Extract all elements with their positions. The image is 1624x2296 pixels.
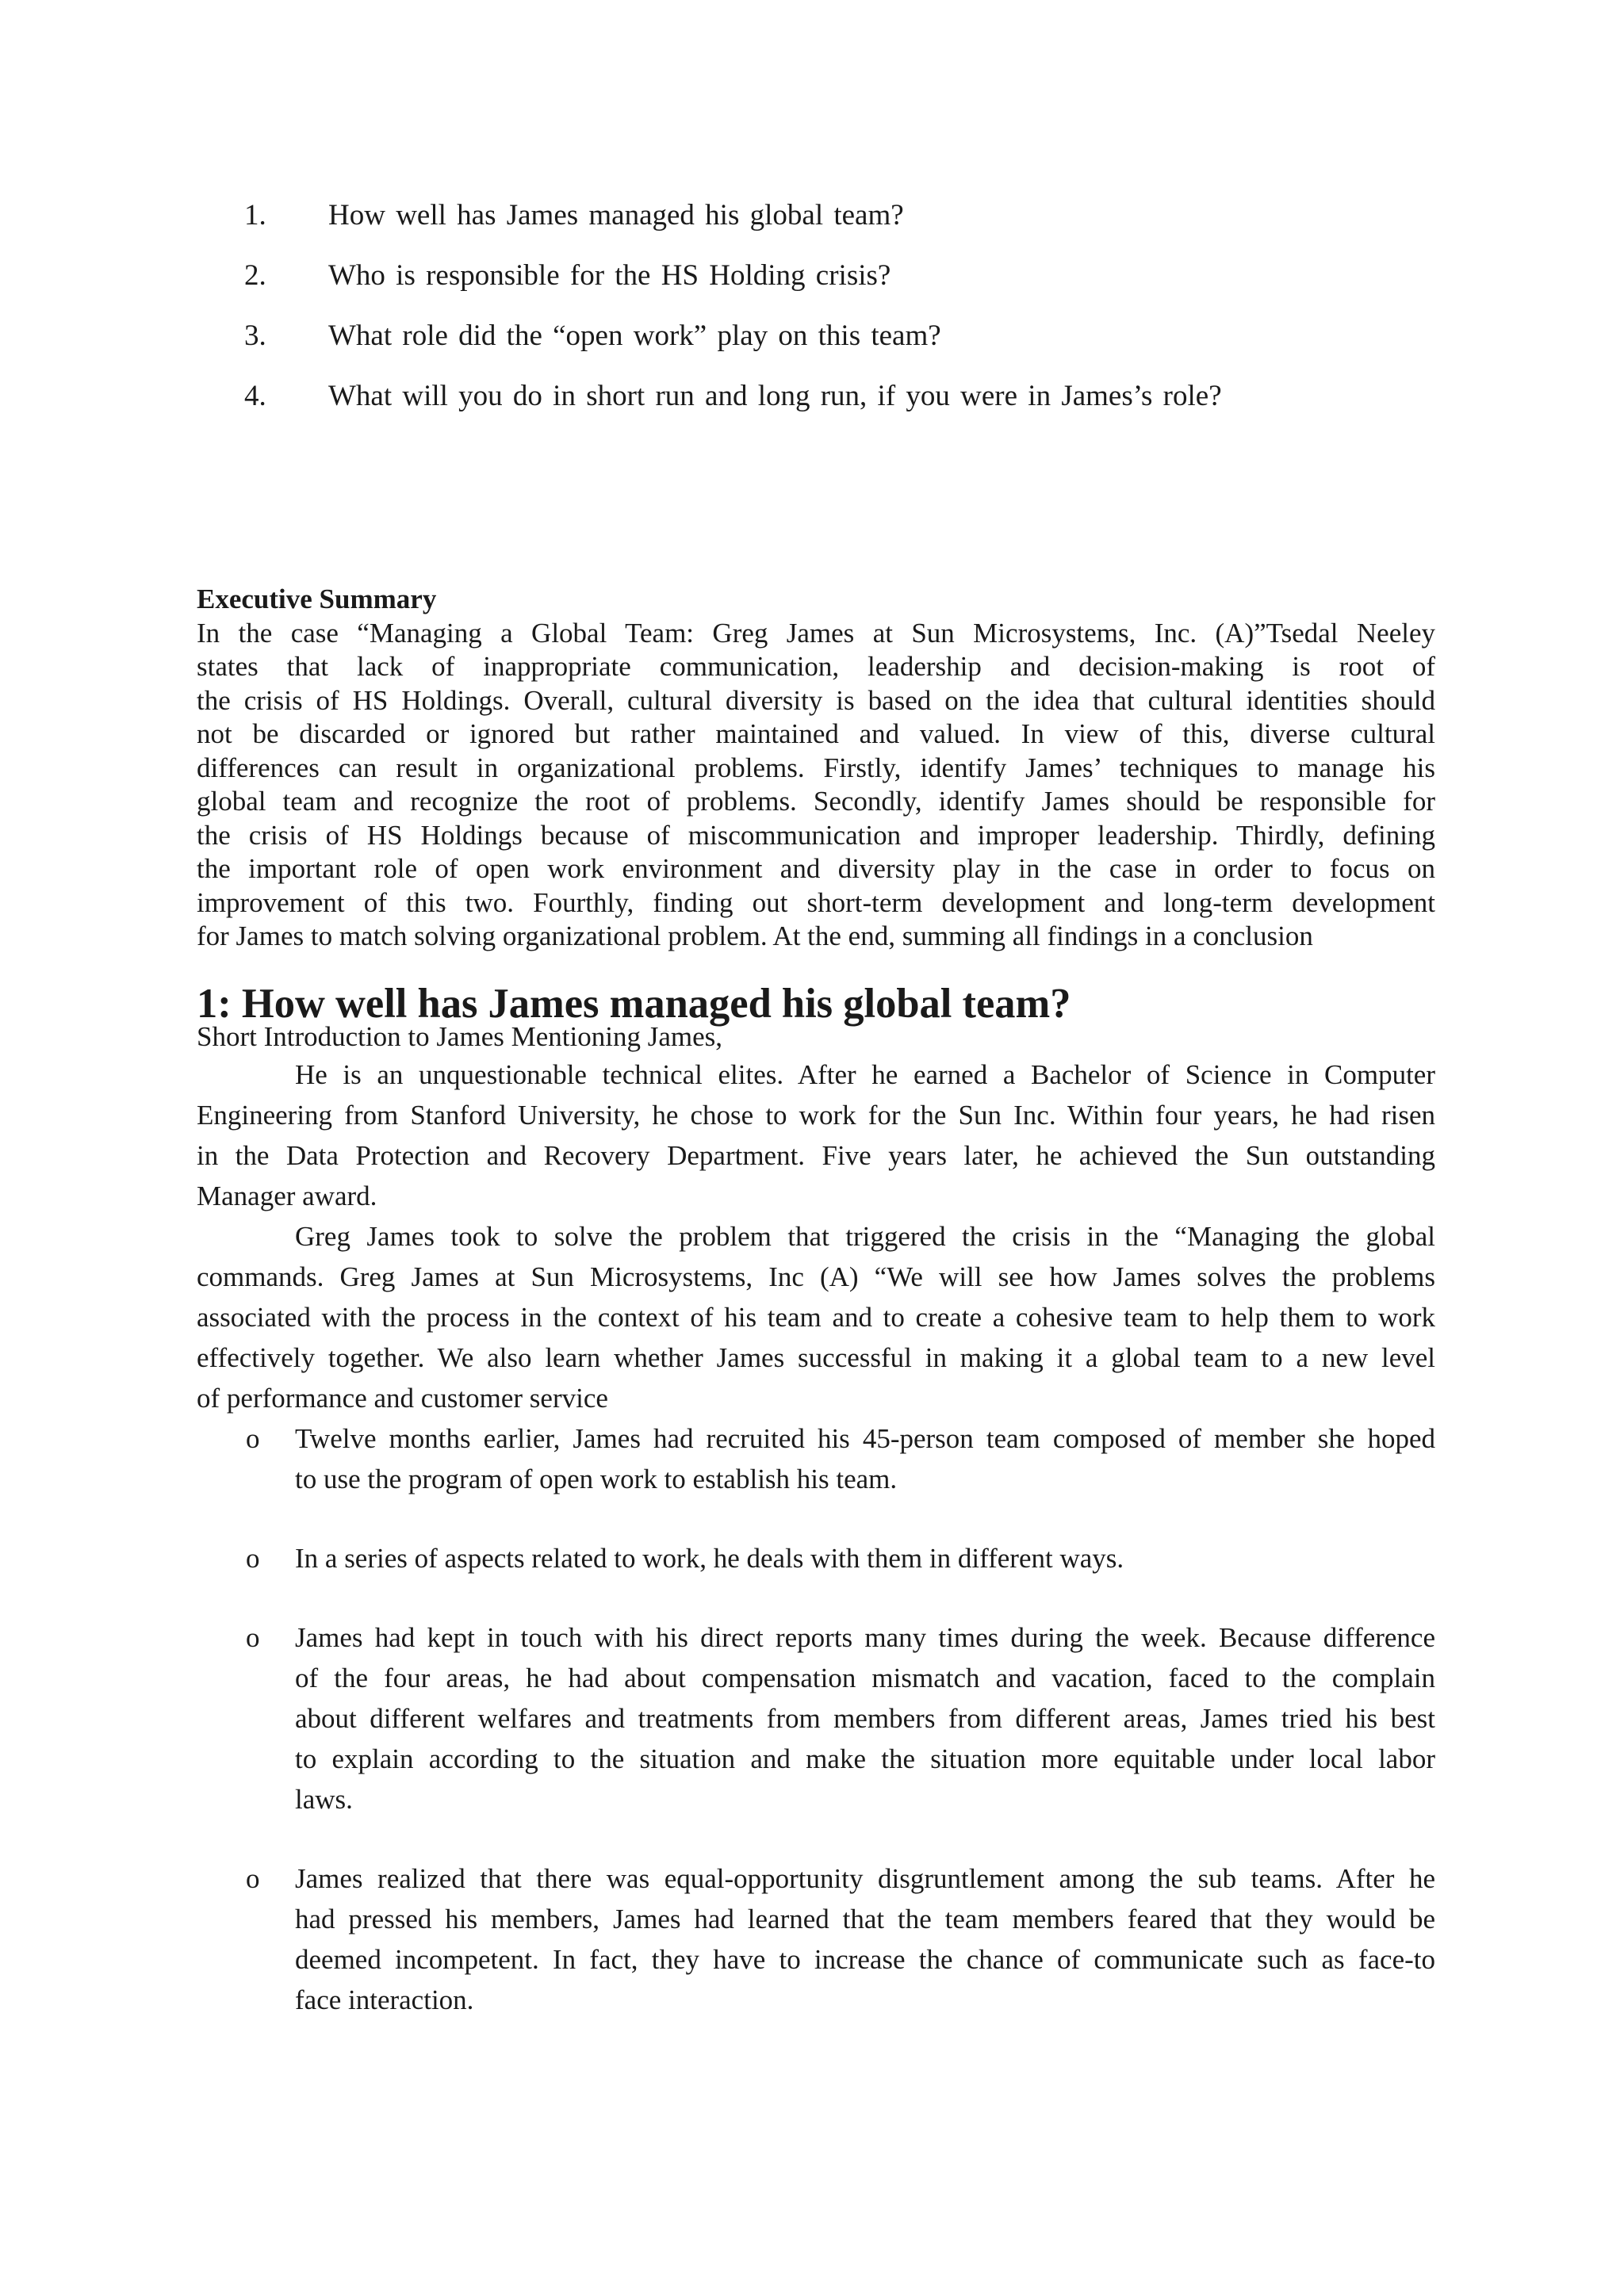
executive-summary-body — [197, 617, 1435, 954]
question-text: What role did the “open work” play on this team? — [328, 320, 941, 352]
bullet-line: Twelve months earlier, James had recruited his 45-person team composed of member she hoped — [295, 1422, 1435, 1454]
question-item — [0, 190, 1624, 251]
summary-line: for James to match solving organizational problem. At the end, summing all findings in a conclusion — [197, 920, 1313, 951]
bullet-line: to use the program of open work to establish his team. — [295, 1463, 898, 1494]
summary-line: improvement of this two. Fourthly, finding out short-term development and long-term development — [197, 886, 1435, 918]
bullet-line: about different welfares and treatments from members from different areas, James tried his best — [295, 1702, 1435, 1734]
summary-line: the crisis of HS Holdings because of miscommunication and improper leadership. Thirdly, defining — [197, 819, 1435, 851]
paragraph-line: Manager award. — [197, 1180, 377, 1211]
bullet-list — [197, 1418, 1435, 2020]
bullet-line: of the four areas, he had about compensation mismatch and vacation, faced to the complain — [295, 1662, 1435, 1693]
paragraph-line: He is an unquestionable technical elites. After he earned a Bachelor of Science in Computer — [295, 1058, 1435, 1090]
question-number: 4. — [244, 380, 266, 412]
bullet-marker: o — [246, 1422, 260, 1454]
bullet-marker: o — [246, 1621, 260, 1653]
question-number: 3. — [244, 320, 266, 352]
summary-line: global team and recognize the root of problems. Secondly, identify James should be responsible for — [197, 786, 1435, 817]
question-item — [0, 251, 1624, 311]
question-text: What will you do in short run and long run, if you were in James’s role? — [328, 380, 1222, 412]
executive-summary-heading: Executive Summary — [197, 584, 437, 614]
bullet-line: James realized that there was equal-opportunity disgruntlement among the sub teams. After he — [295, 1862, 1435, 1894]
spacer — [197, 1820, 1435, 1858]
spacer — [197, 1499, 1435, 1538]
bullet-item — [197, 1617, 1435, 1820]
paragraph-line: of performance and customer service — [197, 1382, 608, 1414]
bullet-line: deemed incompetent. In fact, they have to increase the chance of communicate such as face-to — [295, 1943, 1435, 1975]
bullet-marker: o — [246, 1862, 260, 1894]
question-text: How well has James managed his global team? — [328, 199, 904, 232]
question-item — [0, 311, 1624, 371]
paragraph-line: Greg James took to solve the problem that triggered the crisis in the “Managing the global — [295, 1220, 1435, 1252]
summary-line: differences can result in organizational problems. Firstly, identify James’ techniques to manage his — [197, 752, 1435, 783]
paragraph-line: in the Data Protection and Recovery Department. Five years later, he achieved the Sun outstanding — [197, 1139, 1435, 1171]
spacer — [197, 1578, 1435, 1617]
paragraph-line: Engineering from Stanford University, he chose to work for the Sun Inc. Within four years, he had risen — [197, 1099, 1435, 1131]
bullet-marker: o — [246, 1542, 260, 1574]
bullet-line: laws. — [295, 1783, 353, 1815]
question-item — [0, 371, 1624, 431]
question-number: 1. — [244, 199, 266, 232]
paragraph-james-background — [197, 1054, 1435, 1216]
bullet-line: James had kept in touch with his direct reports many times during the week. Because difference — [295, 1621, 1435, 1653]
paragraph-line: commands. Greg James at Sun Microsystems, Inc (A) “We will see how James solves the problems — [197, 1261, 1435, 1292]
bullet-item — [197, 1418, 1435, 1499]
summary-line: the crisis of HS Holdings. Overall, cultural diversity is based on the idea that cultural identities should — [197, 684, 1435, 716]
summary-line: states that lack of inappropriate communication, leadership and decision-making is root of — [197, 651, 1435, 682]
summary-line: not be discarded or ignored but rather maintained and valued. In view of this, diverse cultural — [197, 718, 1435, 749]
section-1-heading: 1: How well has James managed his global team? — [197, 980, 1071, 1027]
paragraph-greg-james-problem — [197, 1216, 1435, 1418]
summary-line: In the case “Managing a Global Team: Greg James at Sun Microsystems, Inc. (A)”Tsedal Neeley — [197, 617, 1435, 649]
summary-line: the important role of open work environment and diversity play in the case in order to focus on — [197, 853, 1435, 884]
main-content — [197, 583, 1435, 2020]
section-1-intro: Short Introduction to James Mentioning James, — [197, 1021, 722, 1052]
bullet-item — [197, 1858, 1435, 2020]
paragraph-line: effectively together. We also learn whether James successful in making it a global team to a new level — [197, 1341, 1435, 1373]
question-number: 2. — [244, 259, 266, 292]
bullet-line: had pressed his members, James had learned that the team members feared that they would be — [295, 1903, 1435, 1934]
bullet-line: face interaction. — [295, 1984, 474, 2015]
paragraph-line: associated with the process in the context of his team and to create a cohesive team to help them to work — [197, 1301, 1435, 1333]
question-text: Who is responsible for the HS Holding crisis? — [328, 259, 891, 292]
bullet-line: to explain according to the situation and make the situation more equitable under local labor — [295, 1743, 1435, 1774]
bullet-item — [197, 1538, 1435, 1578]
bullet-line: In a series of aspects related to work, he deals with them in different ways. — [295, 1542, 1124, 1574]
question-list — [0, 190, 1624, 431]
